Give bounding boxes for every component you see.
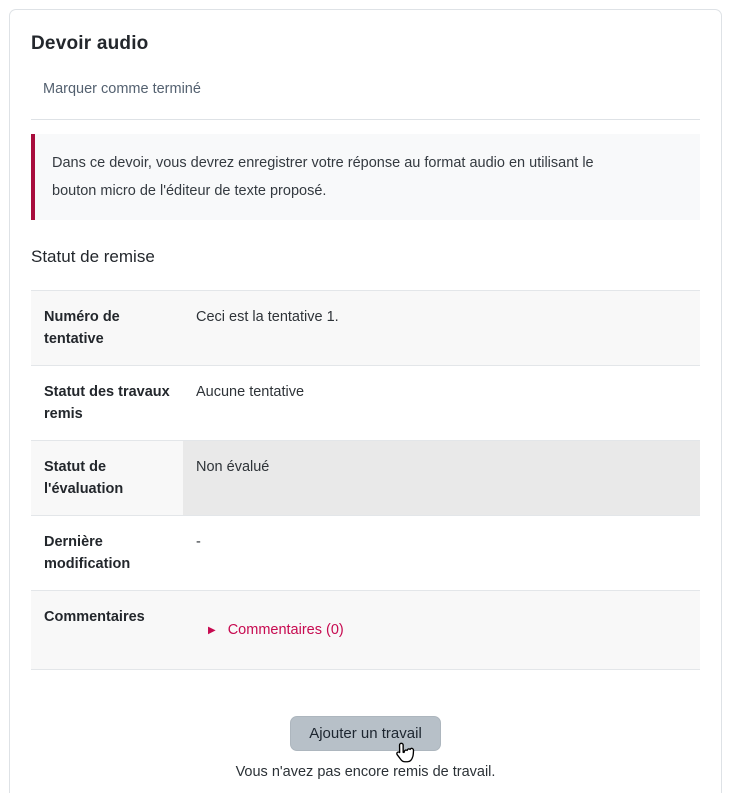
no-submission-text: Vous n'avez pas encore remis de travail.	[235, 764, 496, 780]
table-row-submission-status	[31, 366, 700, 441]
row-label: Commentaires	[31, 591, 183, 670]
row-value	[183, 591, 700, 670]
row-label: Numéro de tentative	[31, 291, 183, 366]
row-value: -	[183, 516, 700, 591]
page-title: Devoir audio	[31, 33, 149, 54]
row-label: Statut des travaux remis	[31, 366, 183, 441]
table-row-grading-status	[31, 441, 700, 516]
table-row-comments	[31, 591, 700, 670]
divider	[31, 119, 700, 120]
assignment-panel	[9, 9, 722, 793]
row-value: Aucune tentative	[183, 366, 700, 441]
table-row-attempt-number	[31, 291, 700, 366]
submission-status-table	[31, 290, 700, 670]
add-submission-button[interactable]: Ajouter un travail	[290, 716, 441, 751]
row-label: Dernière modification	[31, 516, 183, 591]
submission-status-heading: Statut de remise	[31, 247, 155, 266]
row-value: Non évalué	[183, 441, 700, 516]
assignment-description-text: Dans ce devoir, vous devrez enregistrer votre réponse au format audio en utilisant le bouton micro de l'éditeur de texte proposé.	[52, 155, 594, 199]
collapsed-arrow-icon: ▶	[208, 625, 216, 636]
row-value: Ceci est la tentative 1.	[183, 291, 700, 366]
row-label: Statut de l'évaluation	[31, 441, 183, 516]
comments-link-label: Commentaires (0)	[227, 622, 344, 638]
action-area	[31, 716, 700, 751]
comments-toggle-link[interactable]	[208, 619, 344, 643]
table-row-last-modified	[31, 516, 700, 591]
mark-as-done-button[interactable]: Marquer comme terminé	[43, 81, 201, 97]
assignment-description	[31, 134, 700, 220]
